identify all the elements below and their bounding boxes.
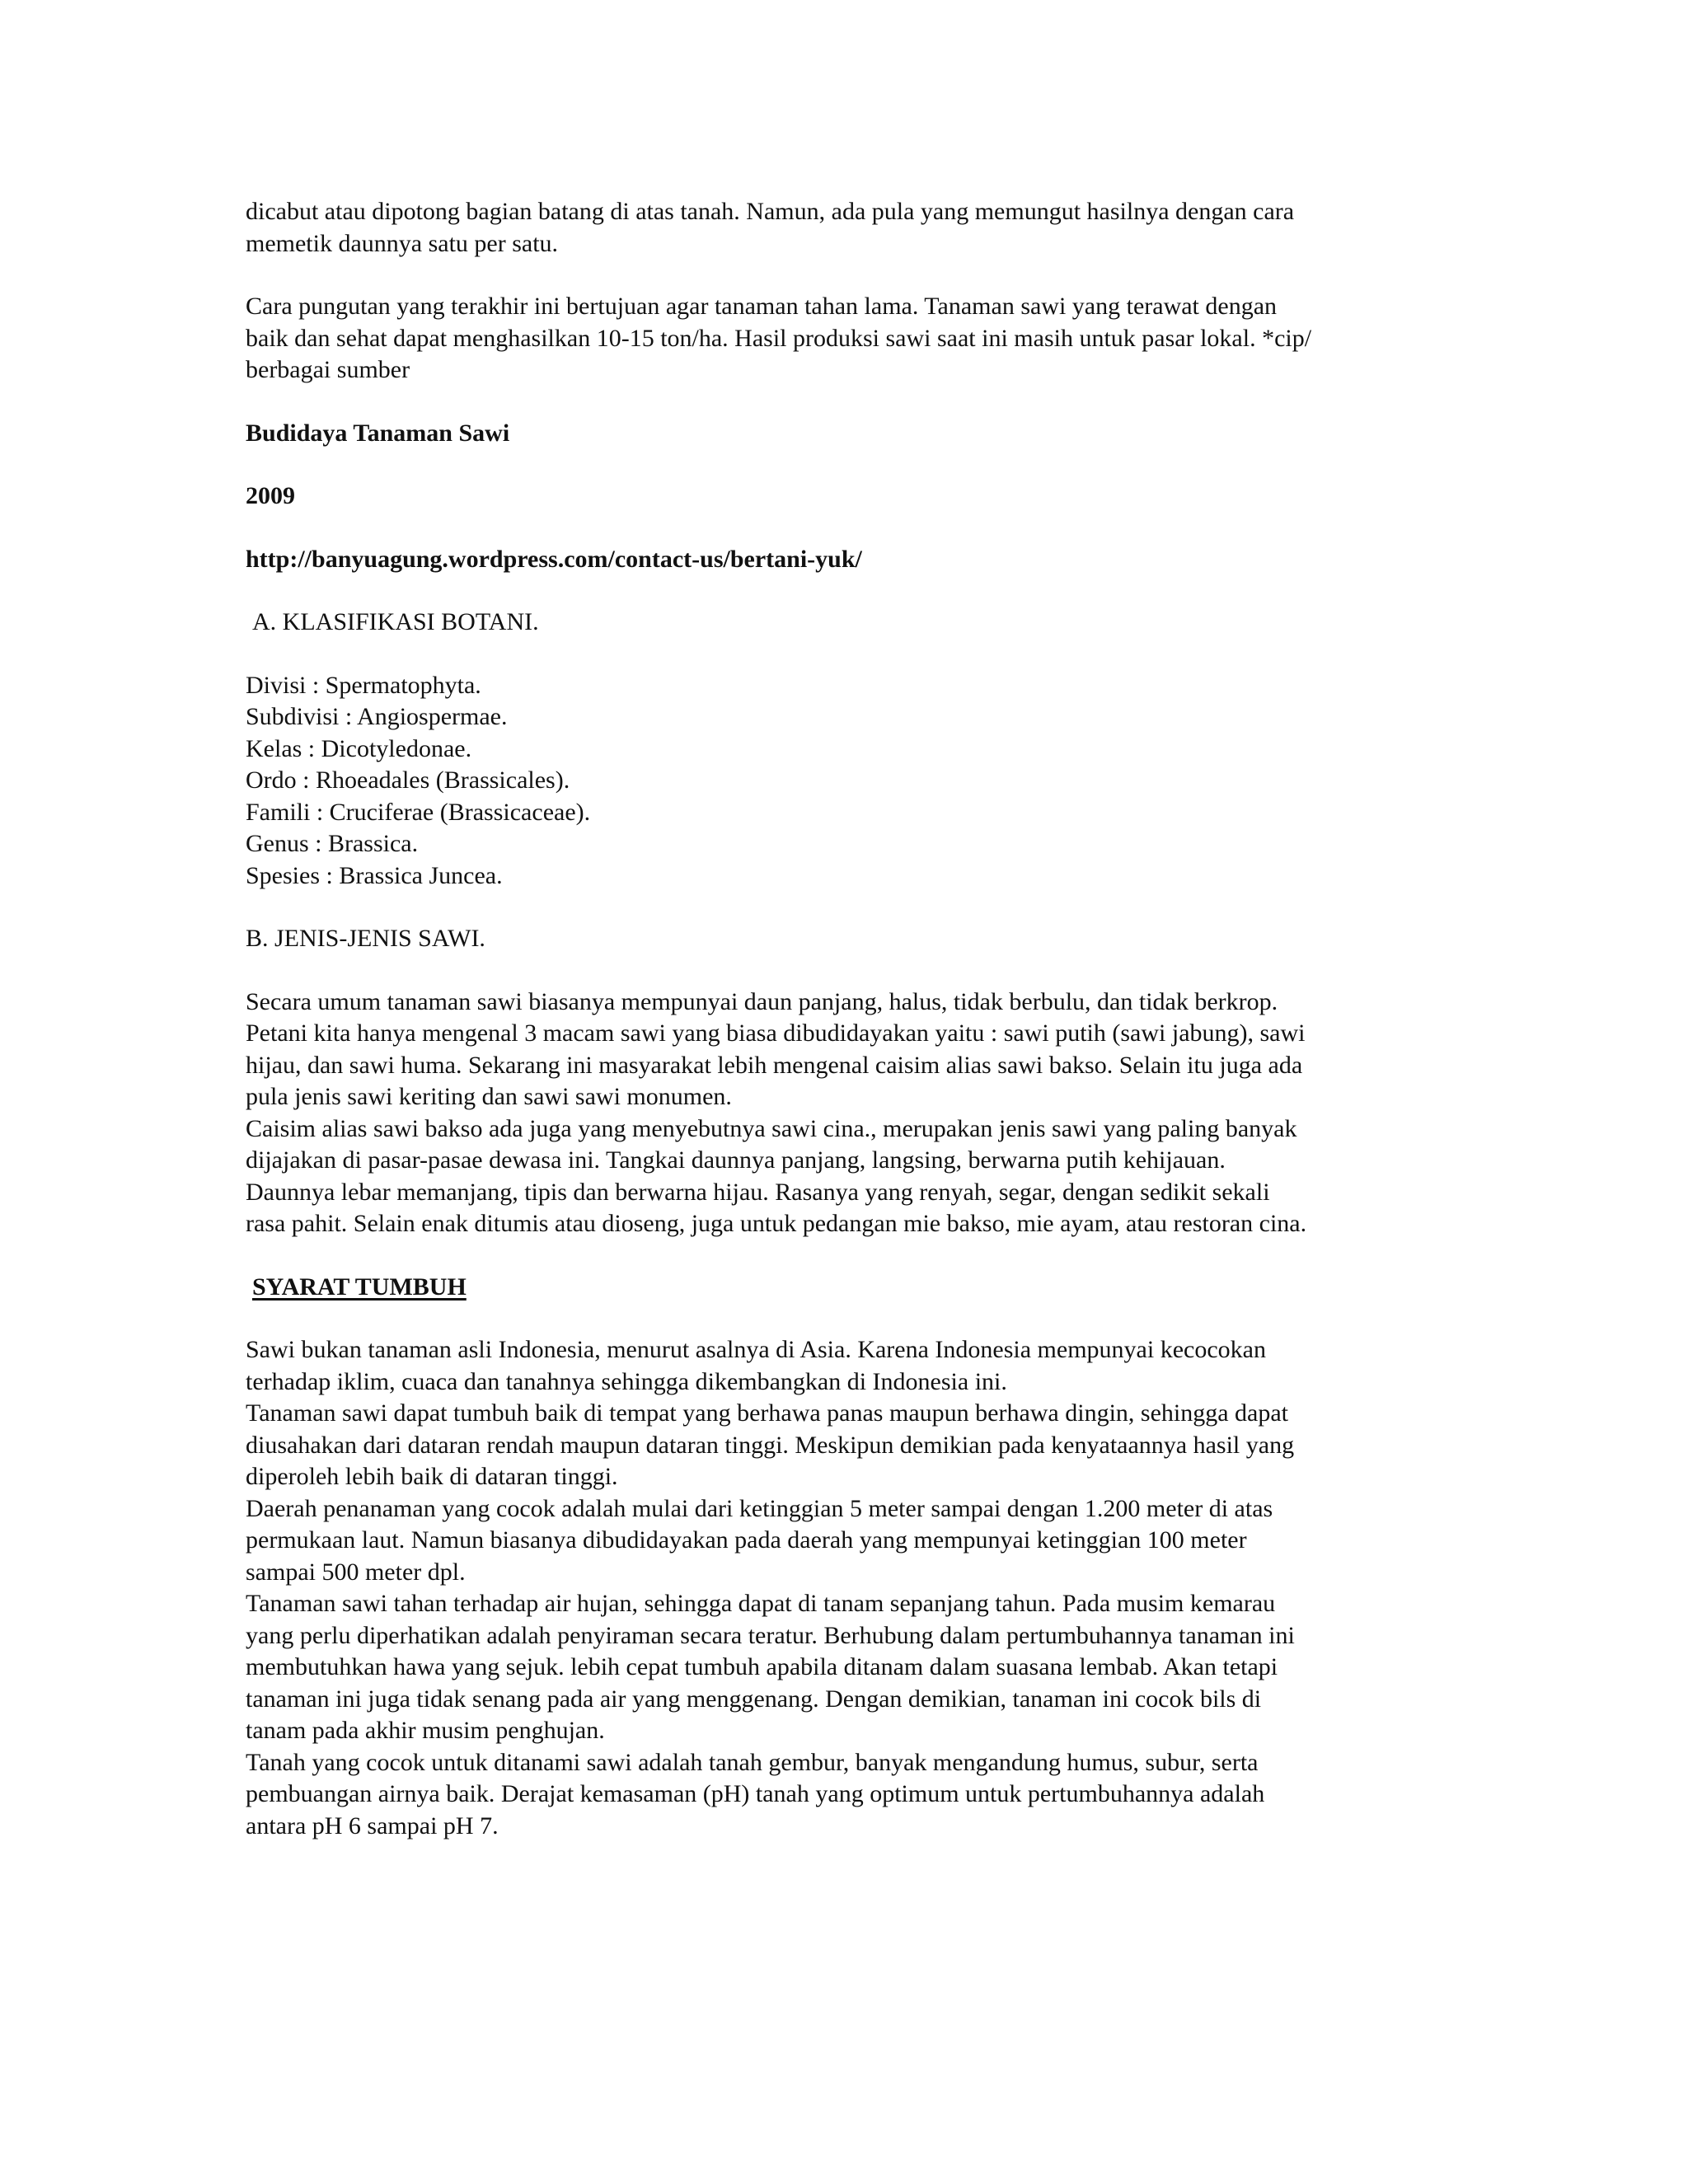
text-line: Tanaman sawi dapat tumbuh baik di tempat yang berhawa panas maupun berhawa dingin, sehingga dapat — [246, 1399, 1289, 1427]
syarat-tumbuh-body — [246, 1334, 1449, 1842]
document-page — [246, 196, 1449, 1842]
document-title: Budidaya Tanaman Sawi — [246, 419, 510, 447]
text-line: tanaman ini juga tidak senang pada air yang menggenang. Dengan demikian, tanaman ini cocok bils di — [246, 1685, 1262, 1713]
section-a-heading: A. KLASIFIKASI BOTANI. — [252, 608, 539, 635]
text-line: Secara umum tanaman sawi biasanya mempunyai daun panjang, halus, tidak berbulu, dan tidak berkrop. — [246, 987, 1278, 1015]
text-line: Cara pungutan yang terakhir ini bertujuan agar tanaman tahan lama. Tanaman sawi yang terawat dengan — [246, 293, 1278, 320]
text-line: diperoleh lebih baik di dataran tinggi. — [246, 1463, 618, 1490]
syarat-tumbuh-heading: SYARAT TUMBUH — [252, 1272, 467, 1301]
text-line: Tanah yang cocok untuk ditanami sawi adalah tanah gembur, banyak mengandung humus, subur, serta — [246, 1748, 1259, 1776]
classification-item: Subdivisi : Angiospermae. — [246, 703, 508, 730]
classification-item: Spesies : Brassica Juncea. — [246, 861, 503, 889]
text-line: membutuhkan hawa yang sejuk. lebih cepat tumbuh apabila ditanam dalam suasana lembab. Akan tetapi — [246, 1653, 1278, 1680]
classification-item: Divisi : Spermatophyta. — [246, 671, 481, 699]
document-year: 2009 — [246, 482, 295, 509]
section-b-heading: B. JENIS-JENIS SAWI. — [246, 925, 485, 952]
classification-list — [246, 670, 1449, 893]
text-line: pula jenis sawi keriting dan sawi sawi monumen. — [246, 1083, 732, 1110]
text-line: berbagai sumber — [246, 356, 410, 383]
text-line: pembuangan airnya baik. Derajat kemasaman (pH) tanah yang optimum untuk pertumbuhannya adalah — [246, 1780, 1265, 1807]
text-line: permukaan laut. Namun biasanya dibudidayakan pada daerah yang mempunyai ketinggian 100 meter — [246, 1526, 1247, 1554]
text-line: baik dan sehat dapat menghasilkan 10-15 ton/ha. Hasil produksi sawi saat ini masih untuk pasar lokal. *cip/ — [246, 324, 1312, 352]
text-line: dijajakan di pasar-pasae dewasa ini. Tangkai daunnya panjang, langsing, berwarna putih kehijauan. — [246, 1146, 1226, 1174]
text-line: Tanaman sawi tahan terhadap air hujan, sehingga dapat di tanam sepanjang tahun. Pada musim kemarau — [246, 1590, 1276, 1617]
text-line: dicabut atau dipotong bagian batang di atas tanah. Namun, ada pula yang memungut hasilnya dengan cara — [246, 198, 1295, 225]
text-line: Daerah penanaman yang cocok adalah mulai dari ketinggian 5 meter sampai dengan 1.200 meter di atas — [246, 1494, 1273, 1522]
text-line: Caisim alias sawi bakso ada juga yang menyebutnya sawi cina., merupakan jenis sawi yang paling banyak — [246, 1114, 1297, 1142]
text-line: tanam pada akhir musim penghujan. — [246, 1717, 605, 1744]
text-line: Daunnya lebar memanjang, tipis dan berwarna hijau. Rasanya yang renyah, segar, dengan sedikit sekali — [246, 1178, 1270, 1206]
classification-item: Kelas : Dicotyledonae. — [246, 734, 472, 762]
text-line: diusahakan dari dataran rendah maupun dataran tinggi. Meskipun demikian pada kenyataannya hasil yang — [246, 1431, 1295, 1459]
classification-item: Famili : Cruciferae (Brassicaceae). — [246, 798, 591, 826]
text-line: hijau, dan sawi huma. Sekarang ini masyarakat lebih mengenal caisim alias sawi bakso. Selain itu juga ada — [246, 1051, 1303, 1079]
text-line: Petani kita hanya mengenal 3 macam sawi yang biasa dibudidayakan yaitu : sawi putih (sawi jabung), sawi — [246, 1019, 1306, 1047]
text-line: Sawi bukan tanaman asli Indonesia, menurut asalnya di Asia. Karena Indonesia mempunyai kecocokan — [246, 1336, 1266, 1363]
text-line: terhadap iklim, cuaca dan tanahnya sehingga dikembangkan di Indonesia ini. — [246, 1367, 1007, 1395]
text-line: sampai 500 meter dpl. — [246, 1558, 466, 1586]
text-line: antara pH 6 sampai pH 7. — [246, 1811, 499, 1840]
text-line: memetik daunnya satu per satu. — [246, 229, 559, 257]
text-line: yang perlu diperhatikan adalah penyiraman secara teratur. Berhubung dalam pertumbuhannya tanaman ini — [246, 1621, 1295, 1649]
classification-item: Genus : Brassica. — [246, 830, 419, 857]
source-url: http://banyuagung.wordpress.com/contact-us/bertani-yuk/ — [246, 545, 862, 573]
classification-item: Ordo : Rhoeadales (Brassicales). — [246, 766, 570, 794]
text-line: rasa pahit. Selain enak ditumis atau dioseng, juga untuk pedangan mie bakso, mie ayam, atau restoran cina. — [246, 1210, 1307, 1237]
intro-paragraph-2 — [246, 291, 1449, 387]
section-b-body — [246, 987, 1449, 1240]
intro-paragraph-1 — [246, 196, 1449, 260]
